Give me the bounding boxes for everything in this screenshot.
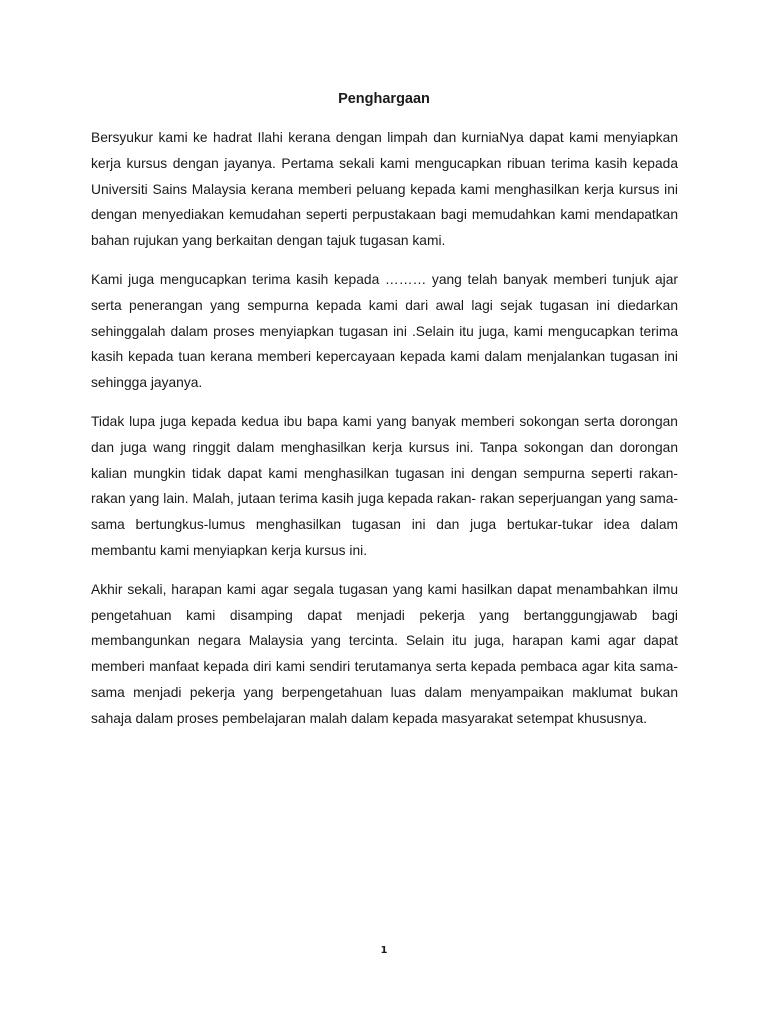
paragraph-3: Tidak lupa juga kepada kedua ibu bapa kami yang banyak memberi sokongan serta dorongan dan juga wang ringgit dalam menghasilkan kerja kursus ini. Tanpa sokongan dan dorongan kalian mungkin tidak dapat kami menghasilkan tugasan ini dengan sempurna seperti rakan-rakan yang lain. Malah, jutaan terima kasih juga kepada rakan- rakan seperjuangan yang sama-sama bertungkus-lumus menghasilkan tugasan ini dan juga bertukar-tukar idea dalam membantu kami menyiapkan kerja kursus ini. xyxy=(91,413,678,558)
page-number: 1 xyxy=(380,945,388,956)
paragraph-1: Bersyukur kami ke hadrat Ilahi kerana dengan limpah dan kurniaNya dapat kami menyiapkan kerja kursus dengan jayanya. Pertama sekali kami mengucapkan ribuan terima kasih kepada Universiti Sains Malaysia kerana memberi peluang kepada kami menghasilkan kerja kursus ini dengan menyediakan kemudahan seperti perpustakaan bagi memudahkan kami mendapatkan bahan rujukan yang berkaitan dengan tajuk tugasan kami. xyxy=(91,130,678,249)
page-title: Penghargaan xyxy=(338,91,430,107)
paragraph-2: Kami juga mengucapkan terima kasih kepada ……… yang telah banyak memberi tunjuk ajar serta penerangan yang sempurna kepada kami dari awal lagi sejak tugasan ini diedarkan sehinggalah dalam proses menyiapkan tugasan ini .Selain itu juga, kami mengucapkan terima kasih kepada tuan kerana memberi kepercayaan kepada kami dalam menjalankan tugasan ini sehingga jayanya. xyxy=(91,271,678,391)
document-body xyxy=(91,125,678,745)
paragraph-4: Akhir sekali, harapan kami agar segala tugasan yang kami hasilkan dapat menambahkan ilmu pengetahuan kami disamping dapat menjadi pekerja yang bertanggungjawab bagi membangunkan negara Malaysia yang tercinta. Selain itu juga, harapan kami agar dapat memberi manfaat kepada diri kami sendiri terutamanya serta kepada pembaca agar kita sama-sama menjadi pekerja yang berpengetahuan luas dalam menyampaikan maklumat bukan sahaja dalam proses pembelajaran malah dalam kepada masyarakat setempat khususnya. xyxy=(91,581,678,726)
